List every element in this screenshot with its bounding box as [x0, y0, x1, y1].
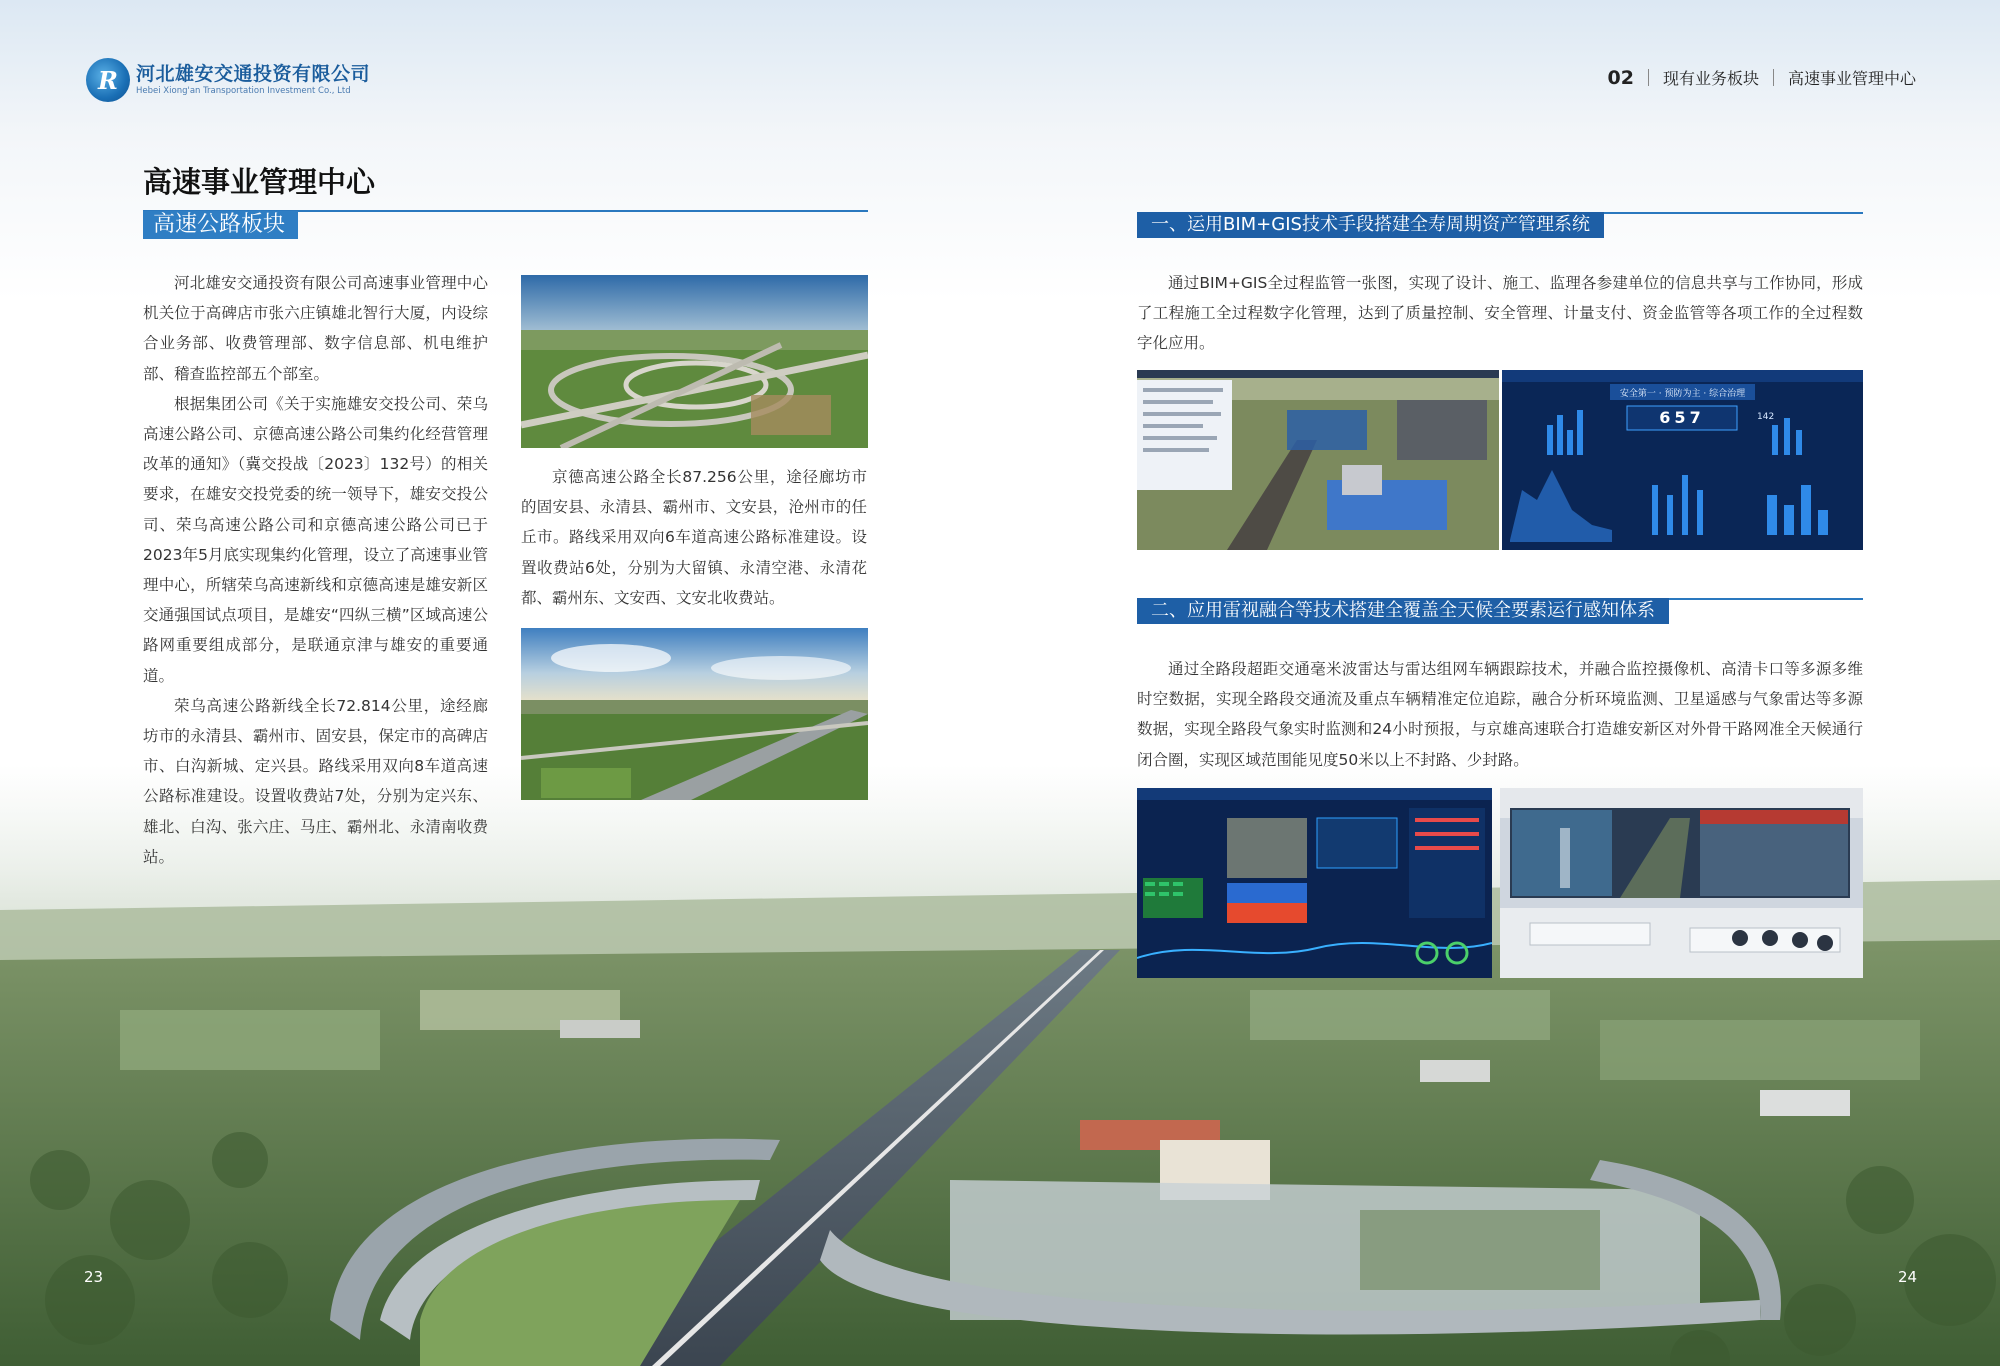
section1-header: 一、运用BIM+GIS技术手段搭建全寿周期资产管理系统 — [1137, 212, 1604, 238]
dashboard-counter: 657 — [1659, 408, 1705, 427]
control-room-photo — [1500, 788, 1863, 978]
breadcrumb — [1608, 66, 1916, 89]
company-name-cn: 河北雄安交通投资有限公司 — [136, 63, 371, 85]
left-text-column — [143, 268, 488, 872]
section2-text — [1137, 654, 1863, 775]
middle-text-column — [521, 462, 867, 613]
section2-header: 二、应用雷视融合等技术搭建全覆盖全天候全要素运行感知体系 — [1137, 598, 1669, 624]
breadcrumb-divider — [1648, 69, 1649, 86]
paragraph: 荣乌高速公路新线全长72.814公里，途经廊坊市的永清县、霸州市、固安县，保定市的高碑店市、白沟新城、定兴县。路线采用双向8车道高速公路标准建设。设置收费站7处，分别为定兴东、雄北、白沟、张六庄、马庄、霸州北、永清南收费站。 — [143, 696, 488, 866]
dashboard-small-value: 142 — [1757, 412, 1775, 422]
paragraph: 根据集团公司《关于实施雄安交投公司、荣乌高速公路公司、京德高速公路公司集约化经营管理改革的通知》（冀交投战〔2023〕132号）的相关要求，在雄安交投党委的统一领导下，雄安交投公司、荣乌高速公路公司和京德高速公路公司已于2023年5月底实现集约化管理，设立了高速事业管理中心，所辖荣乌高速新线和京德高速是雄安新区交通强国试点项目，是雄安“四纵三横”区域高速公路网重要组成部分，是联通京津与雄安的重要通道。 — [143, 394, 488, 685]
page-number-left: 23 — [84, 1268, 104, 1286]
company-name-en: Hebei Xiong'an Transportation Investment Co., Ltd — [136, 86, 351, 96]
paragraph: 河北雄安交通投资有限公司高速事业管理中心机关位于高碑店市张六庄镇雄北智行大厦，内设综合业务部、收费管理部、数字信息部、机电维护部、稽查监控部五个部室。 — [143, 274, 488, 383]
section-name: 高速事业管理中心 — [1787, 69, 1916, 88]
paragraph: 京德高速公路全长87.256公里，途径廊坊市的固安县、永清县、霸州市、文安县，沧州市的任丘市。路线采用双向6车道高速公路标准建设。设置收费站6处，分别为大留镇、永清空港、永清花都、霸州东、文安西、文安北收费站。 — [521, 468, 867, 607]
bim-gis-screenshot — [1137, 370, 1499, 550]
radar-monitoring-screenshot — [1137, 788, 1492, 978]
logo-mark-icon: R — [86, 58, 130, 102]
page-number-right: 24 — [1898, 1268, 1918, 1286]
paragraph: 通过BIM+GIS全过程监管一张图，实现了设计、施工、监理各参建单位的信息共享与工作协同，形成了工程施工全过程数字化管理，达到了质量控制、安全管理、计量支付、资金监管等各项工作的全过程数字化应用。 — [1137, 274, 1863, 353]
page-title: 高速事业管理中心 — [143, 165, 376, 199]
chapter-name: 现有业务板块 — [1662, 69, 1759, 88]
chapter-number: 02 — [1607, 66, 1634, 89]
paragraph: 通过全路段超距交通毫米波雷达与雷达组网车辆跟踪技术，并融合监控摄像机、高清卡口等多源多维时空数据，实现全路段交通流及重点车辆精准定位追踪，融合分析环境监测、卫星遥感与气象雷达等多源数据，实现全路段气象实时监测和24小时预报，与京雄高速联合打造雄安新区对外骨干路网准全天候通行闭合圈，实现区域范围能见度50米以上不封路、少封路。 — [1137, 660, 1863, 769]
company-logo — [86, 58, 370, 102]
dashboard-screenshot — [1502, 370, 1863, 550]
highway-photo — [521, 628, 868, 800]
dashboard-banner: 安全第一 · 预防为主 · 综合治理 — [1619, 389, 1746, 399]
section1-text — [1137, 268, 1863, 359]
interchange-photo — [521, 275, 868, 448]
breadcrumb-divider — [1773, 69, 1774, 86]
section-tag: 高速公路板块 — [143, 211, 298, 239]
